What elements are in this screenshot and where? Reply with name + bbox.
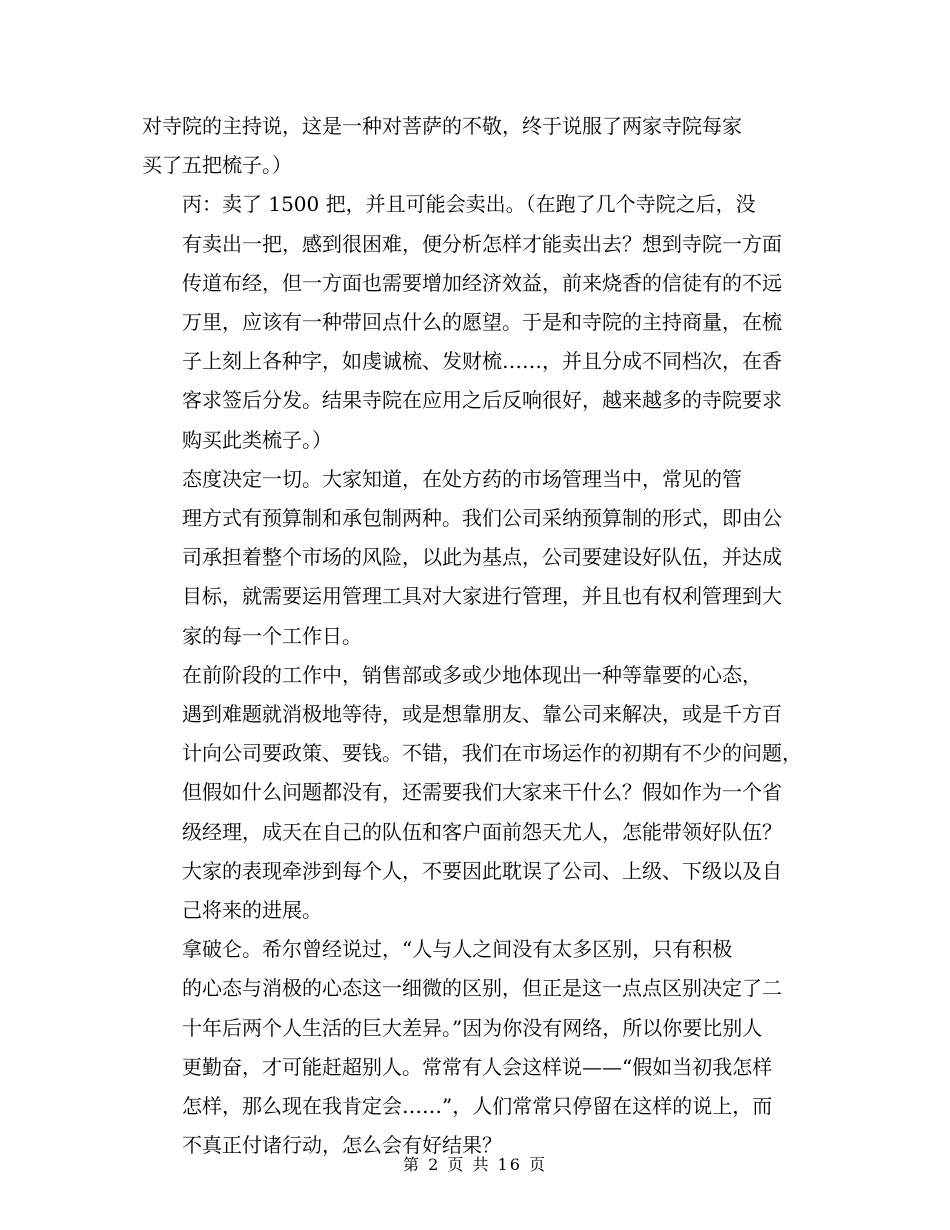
text-line: 司承担着整个市场的风险，以此为基点，公司要建设好队伍，并达成 [182, 545, 782, 570]
text-line: 态度决定一切。大家知道，在处方药的市场管理当中，常见的管 [182, 466, 742, 491]
text-line: 理方式有预算制和承包制两种。我们公司采纳预算制的形式，即由公 [182, 506, 782, 531]
paragraph [142, 460, 810, 656]
paragraph [142, 107, 810, 185]
text-line: 怎样，那么现在我肯定会……”，人们常常只停留在这样的说上，而 [182, 1094, 773, 1119]
text-line: 拿破仑。希尔曾经说过，“人与人之间没有太多区别，只有积极 [182, 937, 733, 962]
text-line: 十年后两个人生活的巨大差异。”因为你没有网络，所以你要比别人 [182, 1015, 763, 1040]
text-line: 己将来的进展。 [182, 898, 322, 923]
body-text [142, 107, 810, 1165]
text-line: 大家的表现牵涉到每个人，不要因此耽误了公司、上级、下级以及自 [182, 858, 782, 883]
paragraph [142, 656, 810, 930]
paragraph [142, 930, 810, 1165]
text-line: 有卖出一把，感到很困难，便分析怎样才能卖出去？想到寺院一方面 [182, 231, 782, 256]
text-line: 的心态与消极的心态这一细微的区别，但正是这一点点区别决定了二 [182, 976, 782, 1001]
text-line: 家的每一个工作日。 [182, 623, 362, 648]
page-footer: 第 2 页 共 16 页 [403, 1155, 547, 1174]
text-line: 计向公司要政策、要钱。不错，我们在市场运作的初期有不少的问题， [182, 741, 802, 766]
text-line: 在前阶段的工作中，销售部或多或少地体现出一种等靠要的心态， [182, 662, 762, 687]
text-line: 购买此类梳子。） [182, 427, 332, 452]
text-line: 更勤奋，才可能赶超别人。常常有人会这样说——“假如当初我怎样 [182, 1054, 773, 1079]
text-line: 客求签后分发。结果寺院在应用之后反响很好，越来越多的寺院要求 [182, 388, 782, 413]
text-line: 子上刻上各种字，如虔诚梳、发财梳……，并且分成不同档次，在香 [182, 349, 782, 374]
text-line: 遇到难题就消极地等待，或是想靠朋友、靠公司来解决，或是千方百 [182, 702, 782, 727]
text-line: 对寺院的主持说，这是一种对菩萨的不敬，终于说服了两家寺院每家 [142, 114, 742, 138]
text-line: 丙：卖了 1500 把，并且可能会卖出。（在跑了几个寺院之后，没 [182, 192, 756, 217]
text-line: 目标，就需要运用管理工具对大家进行管理，并且也有权利管理到大 [182, 584, 782, 609]
text-line: 级经理，成天在自己的队伍和客户面前怨天尤人，怎能带领好队伍？ [182, 819, 782, 844]
paragraph [142, 185, 810, 459]
text-line: 买了五把梳子。） [142, 153, 292, 178]
text-line: 但假如什么问题都没有，还需要我们大家来干什么？假如作为一个省 [182, 780, 782, 805]
text-line: 传道布经，但一方面也需要增加经济效益，前来烧香的信徒有的不远 [182, 270, 782, 295]
text-line: 万里，应该有一种带回点什么的愿望。于是和寺院的主持商量，在梳 [182, 310, 782, 335]
text-line: 不真正付诸行动，怎么会有好结果？ [182, 1133, 502, 1158]
